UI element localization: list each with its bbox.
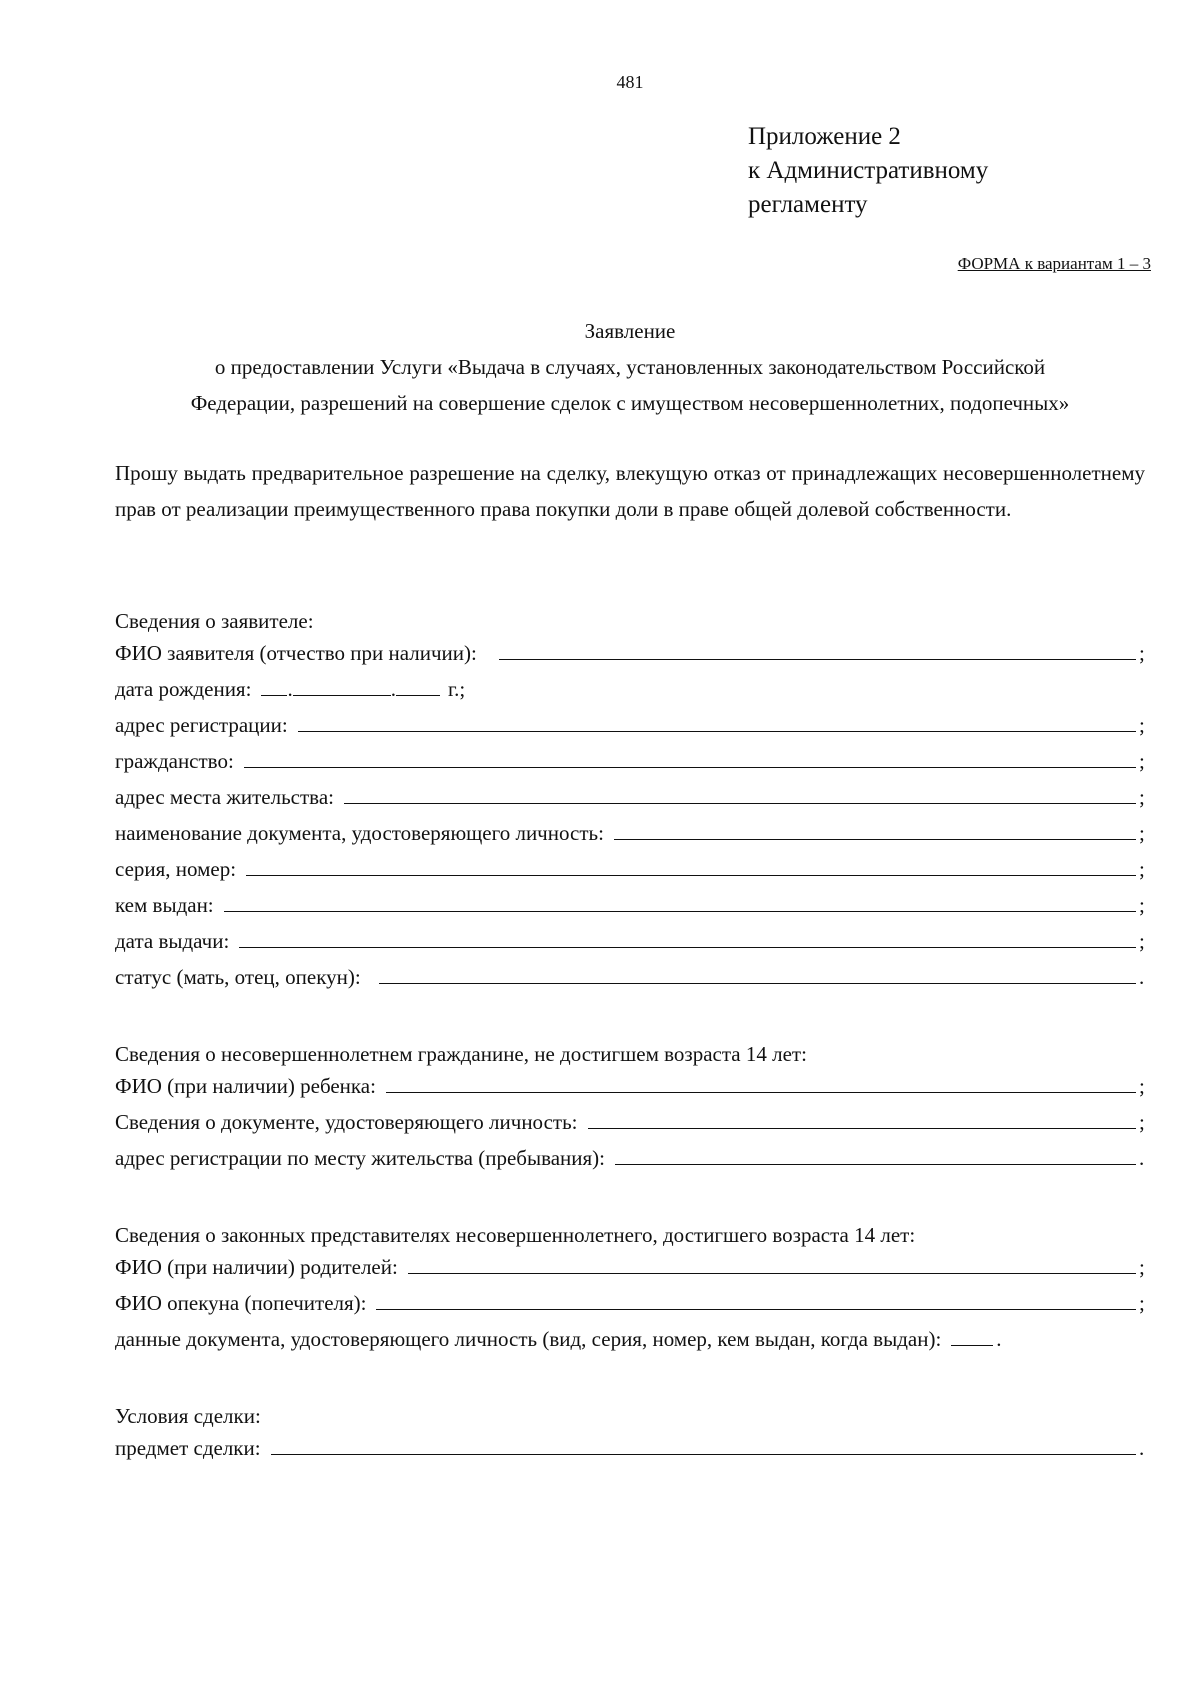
representative-id-doc-field[interactable] (951, 1325, 993, 1346)
applicant-fio-field[interactable] (499, 639, 1136, 660)
document-title (110, 313, 1150, 421)
title-heading: Заявление (584, 319, 676, 343)
applicant-issued-by-field[interactable] (224, 891, 1136, 912)
parents-fio-field[interactable] (408, 1253, 1136, 1274)
applicant-dob-label: дата рождения: (115, 677, 252, 701)
guardian-fio-label: ФИО опекуна (попечителя): (115, 1291, 367, 1315)
applicant-section (115, 603, 1145, 999)
applicant-residence-field[interactable] (344, 783, 1136, 804)
applicant-reg-address-row: адрес регистрации: ; (115, 713, 1145, 737)
minor-fio-field[interactable] (386, 1072, 1136, 1093)
applicant-issued-by-row: кем выдан: ; (115, 893, 1145, 917)
minor-id-doc-label: Сведения о документе, удостоверяющего личность: (115, 1110, 578, 1134)
minor-under14-section (115, 1036, 1145, 1180)
minor-reg-address-field[interactable] (615, 1144, 1136, 1165)
applicant-dob-row: дата рождения: . . г.; (115, 677, 466, 701)
guardian-fio-field[interactable] (376, 1289, 1136, 1310)
applicant-citizenship-field[interactable] (244, 747, 1136, 768)
applicant-citizenship-row: гражданство: ; (115, 749, 1145, 773)
applicant-id-doc-field[interactable] (614, 819, 1136, 840)
dob-year-field[interactable] (396, 675, 440, 696)
appendix-line-1: Приложение 2 (748, 123, 901, 150)
appendix-header (748, 120, 988, 222)
applicant-series-number-label: серия, номер: (115, 857, 237, 881)
appendix-line-3: регламенту (748, 191, 868, 218)
request-paragraph: Прошу выдать предварительное разрешение на сделку, влекущую отказ от принадлежащих несовершеннолетнему прав от реализации преимущественного права покупки доли в праве общей долевой собственности. (115, 461, 1145, 521)
form-variant-tag: ФОРМА к вариантам 1 – 3 (957, 254, 1151, 273)
applicant-issue-date-row: дата выдачи: ; (115, 929, 1145, 953)
applicant-issued-by-label: кем выдан: (115, 893, 214, 917)
guardian-fio-row: ФИО опекуна (попечителя): ; (115, 1291, 1145, 1315)
minor-id-doc-field[interactable] (588, 1108, 1137, 1129)
appendix-line-2: к Административному (748, 157, 989, 184)
applicant-fio-label: ФИО заявителя (отчество при наличии): (115, 641, 477, 665)
applicant-issue-date-label: дата выдачи: (115, 929, 230, 953)
deal-subject-row: предмет сделки: . (115, 1436, 1145, 1460)
applicant-citizenship-label: гражданство: (115, 749, 234, 773)
title-line-1: о предоставлении Услуги «Выдача в случаях, установленных законодательством Российской (214, 355, 1046, 379)
representatives-heading: Сведения о законных представителях несовершеннолетнего, достигшего возраста 14 лет: (115, 1223, 916, 1247)
applicant-status-label: статус (мать, отец, опекун): (115, 965, 361, 989)
applicant-series-number-row: серия, номер: ; (115, 857, 1145, 881)
parents-fio-label: ФИО (при наличии) родителей: (115, 1255, 398, 1279)
deal-subject-label: предмет сделки: (115, 1436, 261, 1460)
applicant-heading: Сведения о заявителе: (115, 609, 314, 633)
dob-day-field[interactable] (261, 675, 287, 696)
page-number: 481 (616, 72, 644, 92)
applicant-id-doc-row: наименование документа, удостоверяющего личность: ; (115, 821, 1145, 845)
minor-under14-heading: Сведения о несовершеннолетнем гражданине, не достигшем возраста 14 лет: (115, 1042, 807, 1066)
deal-subject-field[interactable] (271, 1434, 1136, 1455)
applicant-id-doc-label: наименование документа, удостоверяющего личность: (115, 821, 604, 845)
representative-id-doc-label: данные документа, удостоверяющего личность (вид, серия, номер, кем выдан, когда выдан): (115, 1327, 942, 1351)
deal-heading: Условия сделки: (115, 1404, 261, 1428)
applicant-status-row: статус (мать, отец, опекун): . (115, 965, 1145, 989)
applicant-residence-row: адрес места жительства: ; (115, 785, 1145, 809)
representative-id-doc-row: данные документа, удостоверяющего личность (вид, серия, номер, кем выдан, когда выдан): . (115, 1327, 1002, 1351)
parents-fio-row: ФИО (при наличии) родителей: ; (115, 1255, 1145, 1279)
dob-month-field[interactable] (293, 675, 391, 696)
representatives-section (115, 1217, 1145, 1361)
minor-reg-address-label: адрес регистрации по месту жительства (пребывания): (115, 1146, 606, 1170)
applicant-reg-address-label: адрес регистрации: (115, 713, 288, 737)
applicant-series-number-field[interactable] (246, 855, 1136, 876)
applicant-reg-address-field[interactable] (298, 711, 1136, 732)
applicant-status-field[interactable] (379, 963, 1136, 984)
applicant-issue-date-field[interactable] (239, 927, 1136, 948)
dob-year-suffix: г.; (447, 677, 466, 701)
applicant-residence-label: адрес места жительства: (115, 785, 334, 809)
minor-id-doc-row: Сведения о документе, удостоверяющего личность: ; (115, 1110, 1145, 1134)
title-line-2: Федерации, разрешений на совершение сделок с имуществом несовершеннолетних, подопечных» (190, 391, 1070, 415)
minor-fio-row: ФИО (при наличии) ребенка: ; (115, 1074, 1145, 1098)
deal-section (115, 1398, 1145, 1470)
applicant-fio-row: ФИО заявителя (отчество при наличии): ; (115, 641, 1145, 665)
minor-fio-label: ФИО (при наличии) ребенка: (115, 1074, 376, 1098)
minor-reg-address-row: адрес регистрации по месту жительства (пребывания): . (115, 1146, 1145, 1170)
